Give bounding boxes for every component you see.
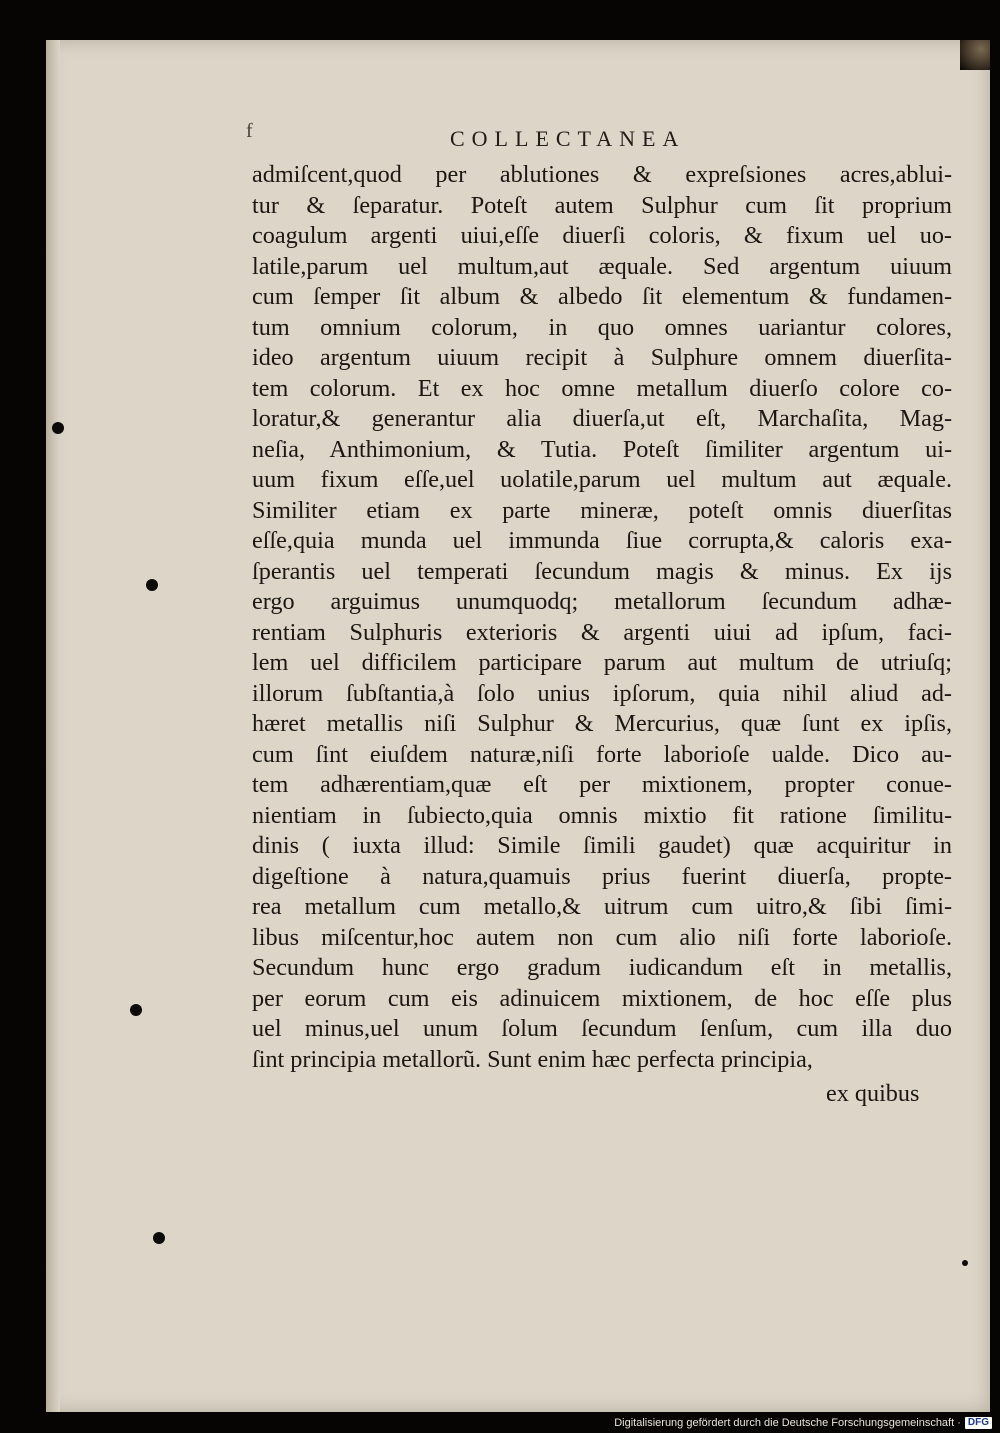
- text-line: tem adhærentiam,quæ eſt per mixtionem, propter conue-: [252, 771, 952, 798]
- folio-mark: f: [246, 120, 253, 142]
- text-line: latile,parum uel multum,aut æquale. Sed argentum uiuum: [252, 252, 952, 280]
- body-text: [252, 160, 952, 1075]
- page-gutter-shadow: [46, 40, 60, 1412]
- text-line: rea metallum cum metallo,& uitrum cum uitro,& ſibi ſimi-: [252, 893, 952, 920]
- text-line: ſint principia metallorũ. Sunt enim hæc perfecta principia,: [252, 1045, 813, 1073]
- text-line: cum ſint eiuſdem naturæ,niſi forte laborioſe ualde. Dico au-: [252, 740, 952, 768]
- text-line: Similiter etiam ex parte mineræ, poteſt omnis diuerſitas: [252, 496, 952, 524]
- digitization-credit: [614, 1416, 992, 1430]
- text-line: lem uel difficilem participare parum aut multum de utriuſq;: [252, 649, 952, 676]
- text-line: eſſe,quia munda uel immunda ſiue corrupta,& caloris exa-: [252, 527, 952, 554]
- text-line: nientiam in ſubiecto,quia omnis mixtio fit ratione ſimilitu-: [252, 801, 952, 829]
- running-head: COLLECTANEA: [450, 126, 686, 151]
- text-line: ſperantis uel temperati ſecundum magis & minus. Ex ijs: [252, 557, 952, 585]
- binding-hole-mark: [153, 1232, 165, 1244]
- text-line: ideo argentum uiuum recipit à Sulphure omnem diuerſita-: [252, 344, 952, 371]
- credit-text: Digitalisierung gefördert durch die Deutsche Forschungsgemeinschaft ·: [614, 1417, 961, 1429]
- text-line: tum omnium colorum, in quo omnes uariantur colores,: [252, 313, 952, 341]
- text-line: dinis ( iuxta illud: Simile ſimili gaudet) quæ acquiritur in: [252, 832, 952, 859]
- text-line: libus miſcentur,hoc autem non cum alio niſi forte laborioſe.: [252, 923, 952, 951]
- page-corner-damage: [960, 40, 990, 70]
- binding-hole-mark: [52, 422, 64, 434]
- text-line: tur & ſeparatur. Poteſt autem Sulphur cum ſit proprium: [252, 191, 952, 219]
- binding-hole-mark: [146, 579, 158, 591]
- text-line: digeſtione à natura,quamuis prius fuerint diuerſa, propte-: [252, 862, 952, 890]
- binding-hole-mark: [962, 1260, 968, 1266]
- binding-hole-mark: [130, 1004, 142, 1016]
- text-line: rentiam Sulphuris exterioris & argenti uiui ad ipſum, faci-: [252, 618, 952, 646]
- text-line: cum ſemper ſit album & albedo ſit elementum & fundamen-: [252, 283, 952, 310]
- text-line: tem colorum. Et ex hoc omne metallum diuerſo colore co-: [252, 374, 952, 402]
- text-line: per eorum cum eis adinuicem mixtionem, de hoc eſſe plus: [252, 984, 952, 1012]
- text-line: ergo arguimus unumquodq; metallorum ſecundum adhæ-: [252, 588, 952, 615]
- text-line: loratur,& generantur alia diuerſa,ut eſt, Marchaſita, Mag-: [252, 405, 952, 432]
- dfg-logo[interactable]: DFG: [965, 1417, 992, 1429]
- catchword: ex quibus: [826, 1080, 920, 1107]
- text-line: uel minus,uel unum ſolum ſecundum ſenſum, cum illa duo: [252, 1015, 952, 1042]
- text-line: coagulum argenti uiui,eſſe diuerſi coloris, & fixum uel uo-: [252, 222, 952, 249]
- text-line: hæret metallis niſi Sulphur & Mercurius, quæ ſunt ex ipſis,: [252, 710, 952, 737]
- text-line: admiſcent,quod per ablutiones & expreſsiones acres,ablui-: [252, 161, 952, 188]
- text-line: Secundum hunc ergo gradum iudicandum eſt in metallis,: [252, 954, 952, 981]
- text-line: uum fixum eſſe,uel uolatile,parum uel multum aut æquale.: [252, 466, 952, 493]
- text-line: illorum ſubſtantia,à ſolo unius ipſorum, quia nihil aliud ad-: [252, 679, 952, 707]
- text-line: neſia, Anthimonium, & Tutia. Poteſt ſimiliter argentum ui-: [252, 435, 952, 463]
